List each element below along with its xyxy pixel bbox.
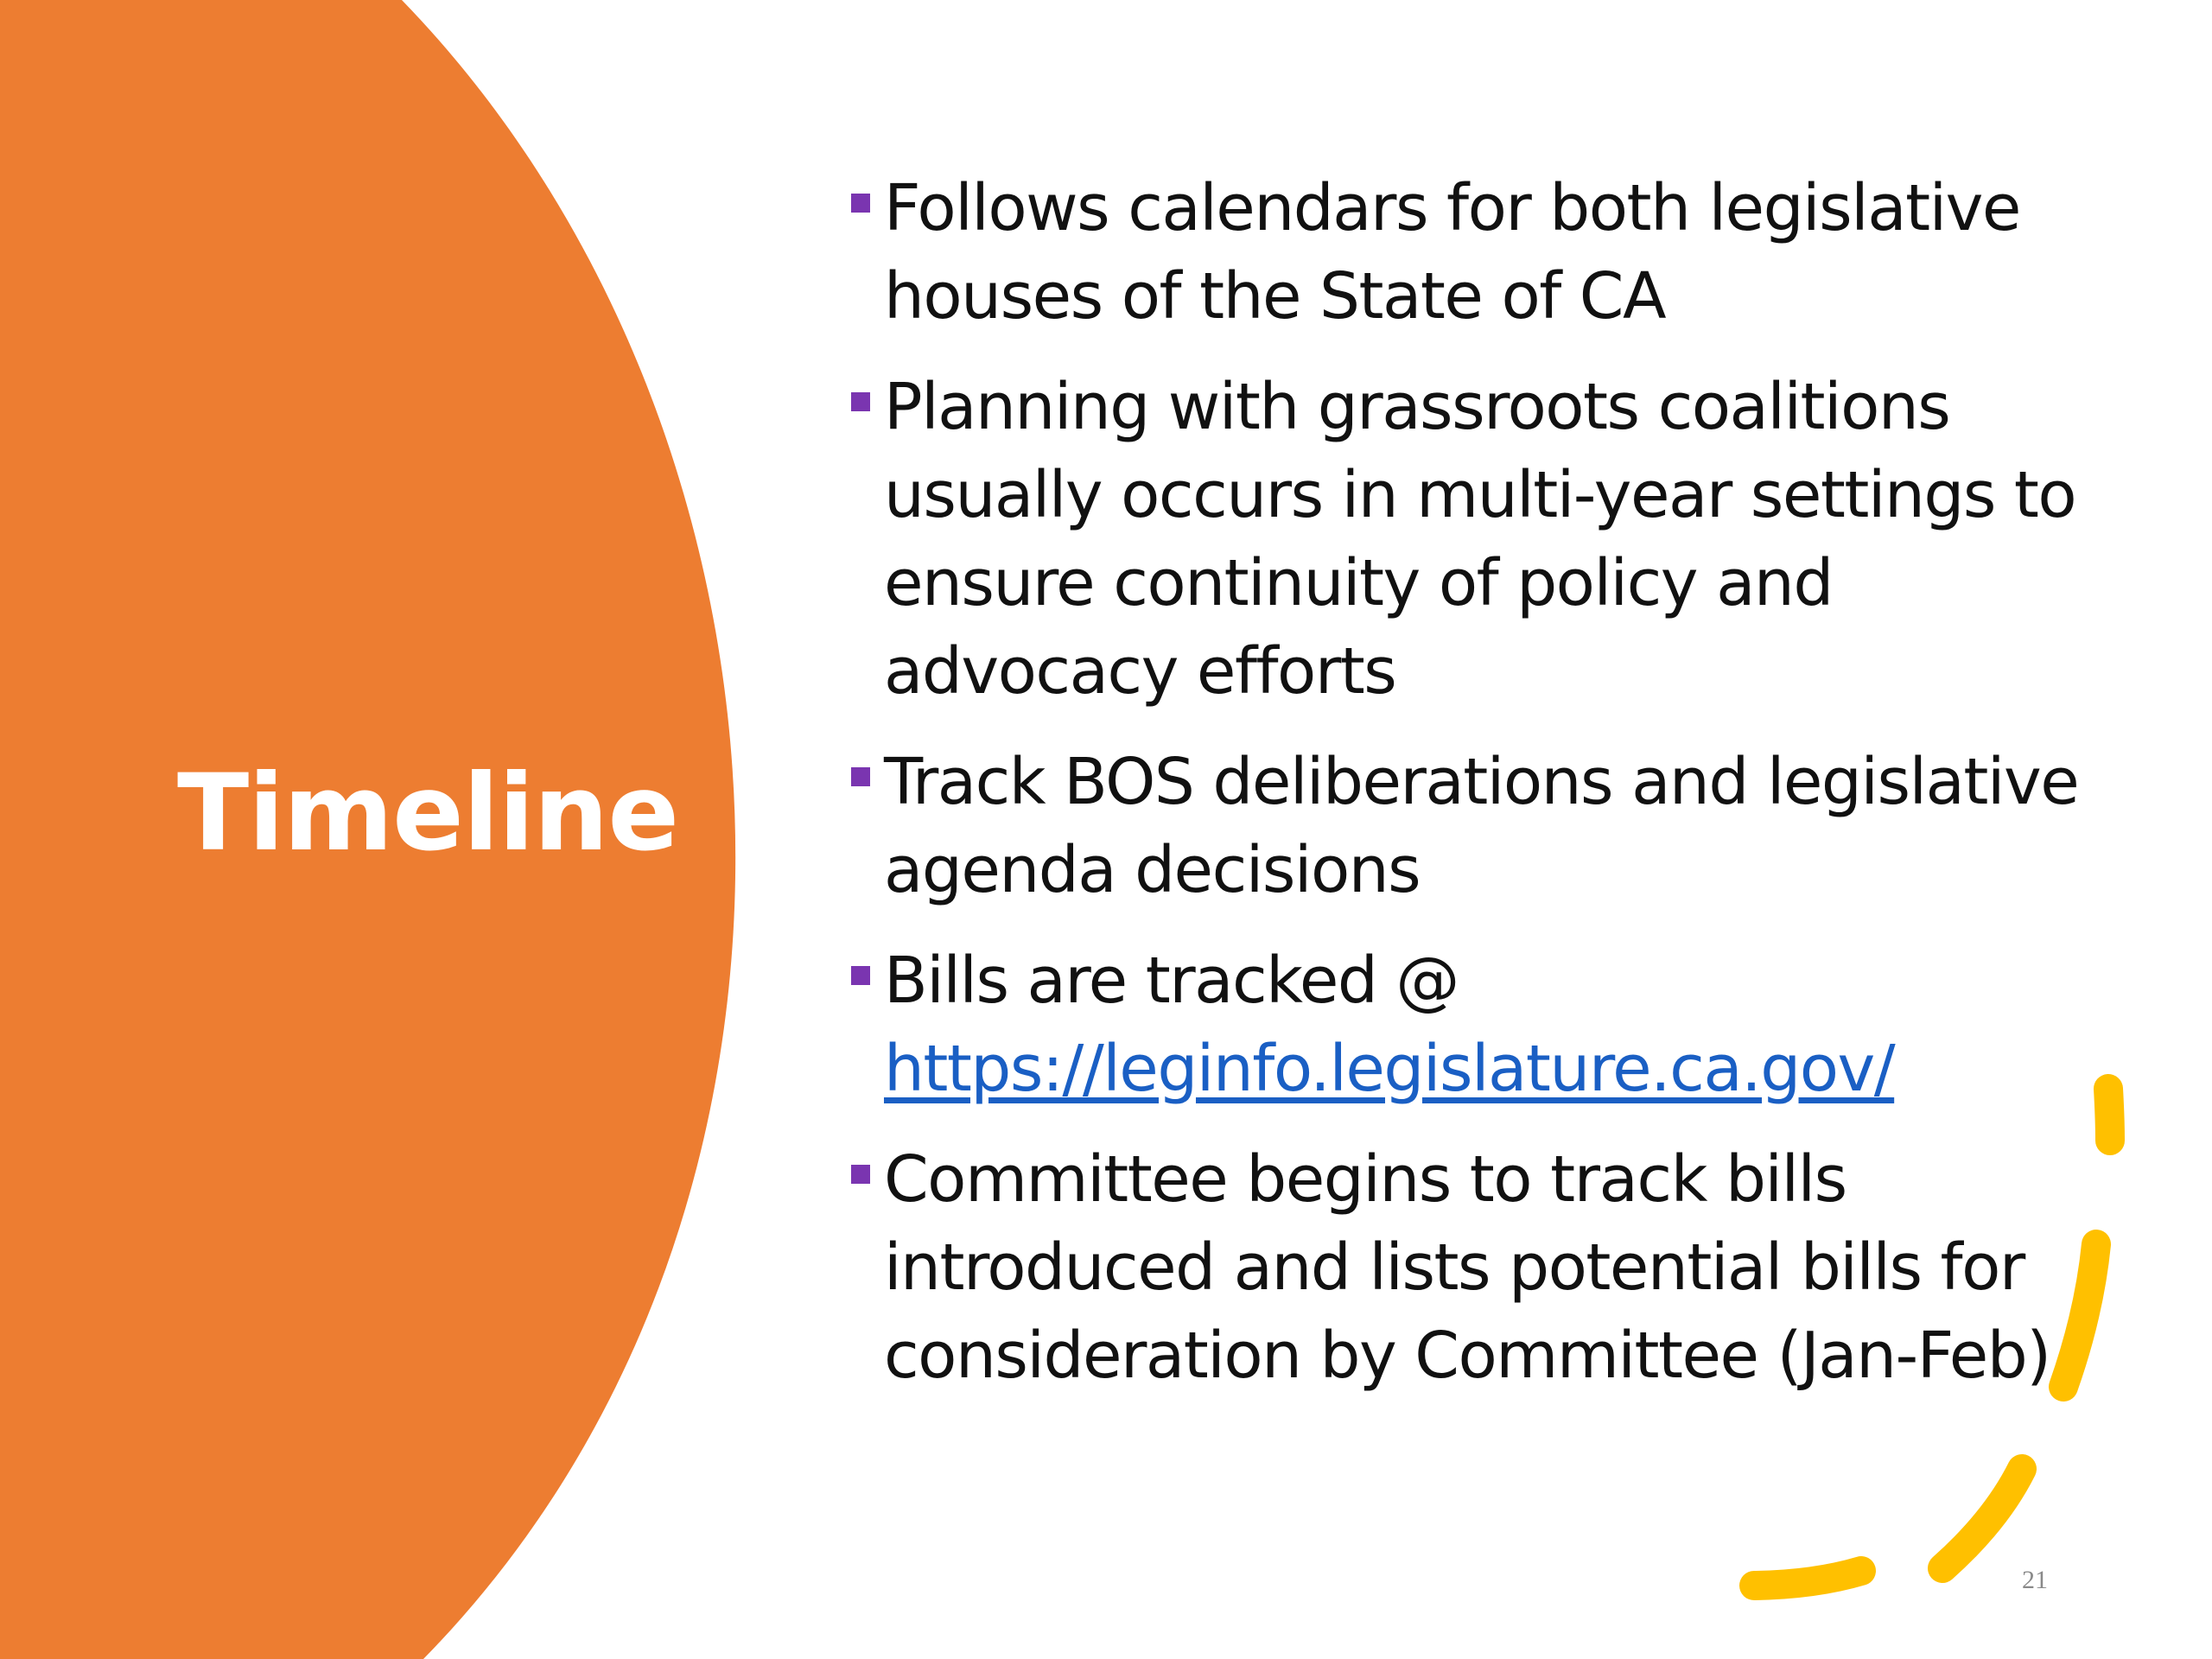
bullet-item bbox=[851, 363, 2095, 715]
leginfo-link[interactable]: https://leginfo.legislature.ca.gov/ bbox=[884, 1032, 1895, 1106]
bullet-square-icon bbox=[851, 392, 870, 411]
bullet-text: Track BOS deliberations and legislative agenda decisions bbox=[884, 745, 2079, 907]
bullet-square-icon bbox=[851, 767, 870, 786]
slide-title: Timeline bbox=[177, 752, 679, 874]
bullet-square-icon bbox=[851, 194, 870, 213]
bullet-text: Follows calendars for both legislative houses of the State of CA bbox=[884, 171, 2020, 334]
bullet-item bbox=[851, 738, 2095, 914]
bullet-item bbox=[851, 164, 2095, 340]
dashed-arc-decoration-icon bbox=[1711, 1063, 2160, 1616]
bullet-text: Bills are tracked @ bbox=[884, 944, 1459, 1018]
bullet-text: Planning with grassroots coalitions usually occurs in multi-year settings to ensure continuity of policy and advocacy efforts bbox=[884, 370, 2076, 709]
page-number: 21 bbox=[2022, 1566, 2048, 1594]
bullet-square-icon bbox=[851, 1165, 870, 1184]
bullet-text: Committee begins to track bills introduced and lists potential bills for consideration by Committee (Jan-Feb) bbox=[884, 1142, 2050, 1393]
bullet-square-icon bbox=[851, 966, 870, 985]
